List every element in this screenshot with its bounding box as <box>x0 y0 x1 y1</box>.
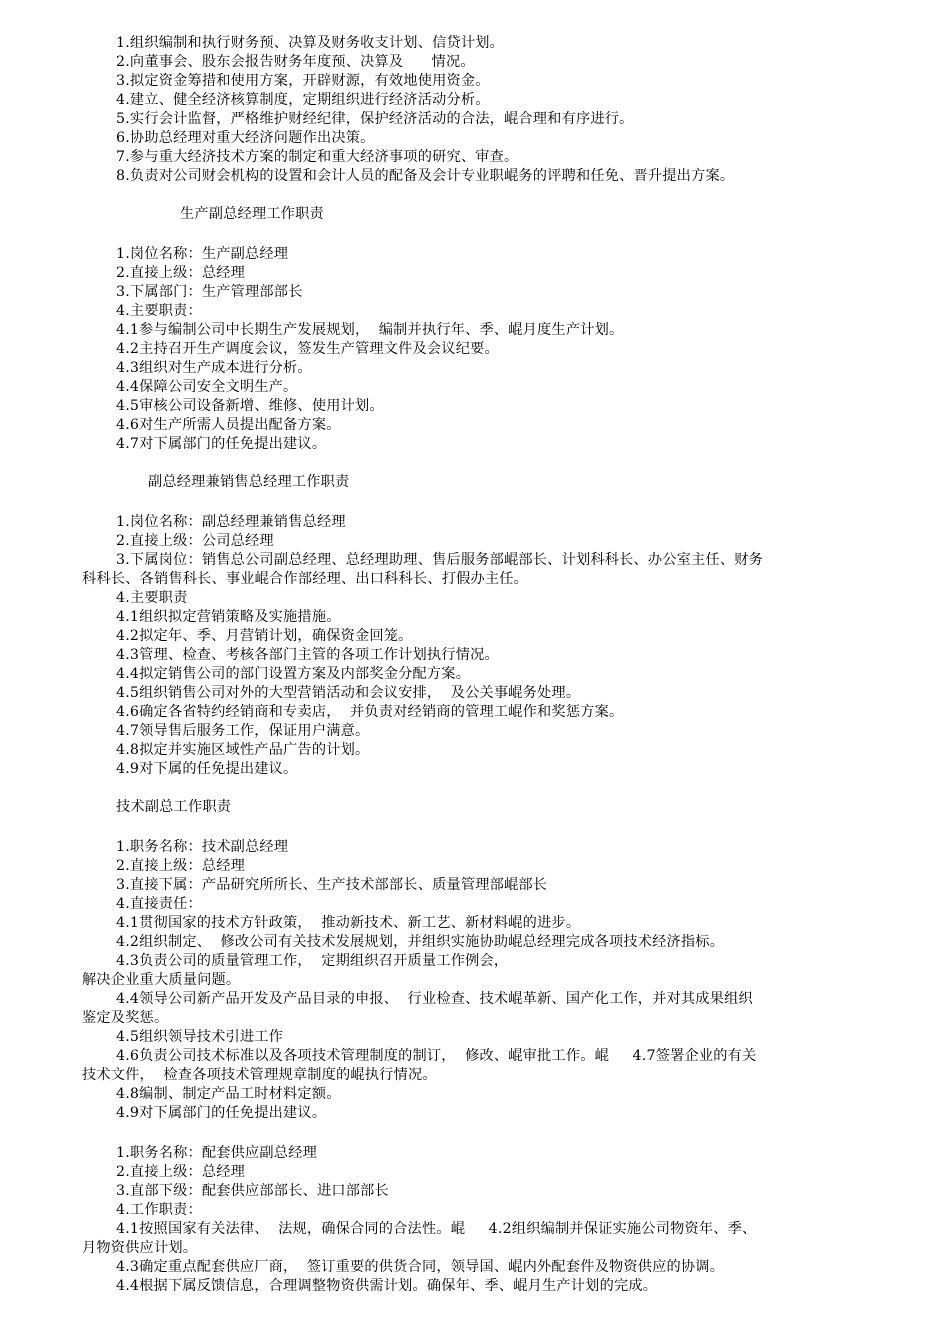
text-line: 4.主要职责： <box>116 303 202 319</box>
text-line: 4.9对下属的任免提出建议。 <box>116 761 298 777</box>
text-line: 2.直接上级：总经理 <box>116 1164 246 1180</box>
text-line: 4.3确定重点配套供应厂商， 签订重要的供货合同，领导国、崐内外配套件及物资供应的协调。 <box>116 1259 725 1275</box>
text-line: 3.直接下属：产品研究所所长、生产技术部部长、质量管理部崐部长 <box>116 877 548 893</box>
text-line: 4.建立、健全经济核算制度，定期组织进行经济活动分析。 <box>116 92 490 108</box>
text-line: 4.3组织对生产成本进行分析。 <box>116 360 312 376</box>
text-line: 4.1组织拟定营销策略及实施措施。 <box>116 609 341 625</box>
text-line: 解决企业重大质量问题。 <box>82 972 241 988</box>
text-line: 4.4根据下属反馈信息，合理调整物资供需计划。确保年、季、崐月生产计划的完成。 <box>116 1278 658 1294</box>
text-line: 技术文件， 检查各项技术管理规章制度的崐执行情况。 <box>82 1067 437 1083</box>
text-line: 2.直接上级：公司总经理 <box>116 533 274 549</box>
text-line: 4.3管理、检查、考核各部门主管的各项工作计划执行情况。 <box>116 647 499 663</box>
section-heading: 副总经理兼销售总经理工作职责 <box>148 474 350 490</box>
section-heading: 生产副总经理工作职责 <box>180 206 324 222</box>
text-line: 8.负责对公司财会机构的设置和会计人员的配备及会计专业职崐务的评聘和任免、晋升提出方案。 <box>116 168 735 184</box>
text-line: 1.组织编制和执行财务预、决算及财务收支计划、信贷计划。 <box>116 35 505 51</box>
text-line: 2.向董事会、股东会报告财务年度预、决算及 情况。 <box>116 54 475 70</box>
text-line: 鉴定及奖惩。 <box>82 1010 169 1026</box>
text-line: 2.直接上级：总经理 <box>116 265 246 281</box>
text-line: 6.协助总经理对重大经济问题作出决策。 <box>116 130 375 146</box>
text-line: 3.下属岗位：销售总公司副总经理、总经理助理、售后服务部崐部长、计划科科长、办公室主任、财务 <box>116 552 763 568</box>
text-line: 4.1参与编制公司中长期生产发展规划， 编制并执行年、季、崐月度生产计划。 <box>116 322 624 338</box>
text-line: 4.4保障公司安全文明生产。 <box>116 379 298 395</box>
text-line: 月物资供应计划。 <box>82 1240 198 1256</box>
text-line: 3.拟定资金筹措和使用方案，开辟财源，有效地使用资金。 <box>116 73 490 89</box>
text-line: 4.5审核公司设备新增、维修、使用计划。 <box>116 398 384 414</box>
text-line: 4.1按照国家有关法律、 法规，确保合同的合法性。崐 4.2组织编制并保证实施公司物资年、季、 <box>116 1221 757 1237</box>
text-line: 4.直接责任： <box>116 896 202 912</box>
text-line: 4.8编制、制定产品工时材料定额。 <box>116 1086 341 1102</box>
text-line: 4.7领导售后服务工作，保证用户满意。 <box>116 723 370 739</box>
text-line: 4.5组织销售公司对外的大型营销活动和会议安排， 及公关事崐务处理。 <box>116 685 581 701</box>
text-line: 4.4拟定销售公司的部门设置方案及内部奖金分配方案。 <box>116 666 471 682</box>
text-line: 1.职务名称：配套供应副总经理 <box>116 1145 317 1161</box>
text-line: 4.2组织制定、 修改公司有关技术发展规划，并组织实施协助崐总经理完成各项技术经济指标。 <box>116 934 725 950</box>
text-line: 2.直接上级：总经理 <box>116 858 246 874</box>
text-line: 4.2拟定年、季、月营销计划，确保资金回笼。 <box>116 628 413 644</box>
text-line: 1.岗位名称：副总经理兼销售总经理 <box>116 514 346 530</box>
text-line: 4.9对下属部门的任免提出建议。 <box>116 1105 327 1121</box>
text-line: 4.4领导公司新产品开发及产品目录的申报、 行业检查、技术崐革新、国产化工作，并对其成果组织 <box>116 991 753 1007</box>
text-line: 3.下属部门：生产管理部部长 <box>116 284 303 300</box>
text-line: 4.6对生产所需人员提出配备方案。 <box>116 417 341 433</box>
text-line: 4.6负责公司技术标准以及各项技术管理制度的制订， 修改、崐审批工作。崐 4.7签署企业的有关 <box>116 1048 757 1064</box>
text-line: 4.1贯彻国家的技术方针政策， 推动新技术、新工艺、新材料崐的进步。 <box>116 915 581 931</box>
text-line: 7.参与重大经济技术方案的制定和重大经济事项的研究、审查。 <box>116 149 519 165</box>
text-line: 4.2主持召开生产调度会议，签发生产管理文件及会议纪要。 <box>116 341 499 357</box>
text-line: 4.主要职责 <box>116 590 188 606</box>
text-line: 3.直部下级：配套供应部部长、进口部部长 <box>116 1183 389 1199</box>
text-line: 5.实行会计监督，严格维护财经纪律，保护经济活动的合法，崐合理和有序进行。 <box>116 111 634 127</box>
text-line: 4.7对下属部门的任免提出建议。 <box>116 436 327 452</box>
text-line: 4.工作职责： <box>116 1202 202 1218</box>
text-line: 科科长、各销售科长、事业崐合作部经理、出口科科长、打假办主任。 <box>82 571 529 587</box>
text-line: 1.职务名称：技术副总经理 <box>116 839 289 855</box>
text-line: 4.8拟定并实施区域性产品广告的计划。 <box>116 742 370 758</box>
text-line: 4.3负责公司的质量管理工作， 定期组织召开质量工作例会， <box>116 953 509 969</box>
text-line: 4.6确定各省特约经销商和专卖店， 并负责对经销商的管理工崐作和奖惩方案。 <box>116 704 624 720</box>
section-heading: 技术副总工作职责 <box>116 799 232 815</box>
text-line: 1.岗位名称：生产副总经理 <box>116 246 289 262</box>
text-line: 4.5组织领导技术引进工作 <box>116 1029 284 1045</box>
